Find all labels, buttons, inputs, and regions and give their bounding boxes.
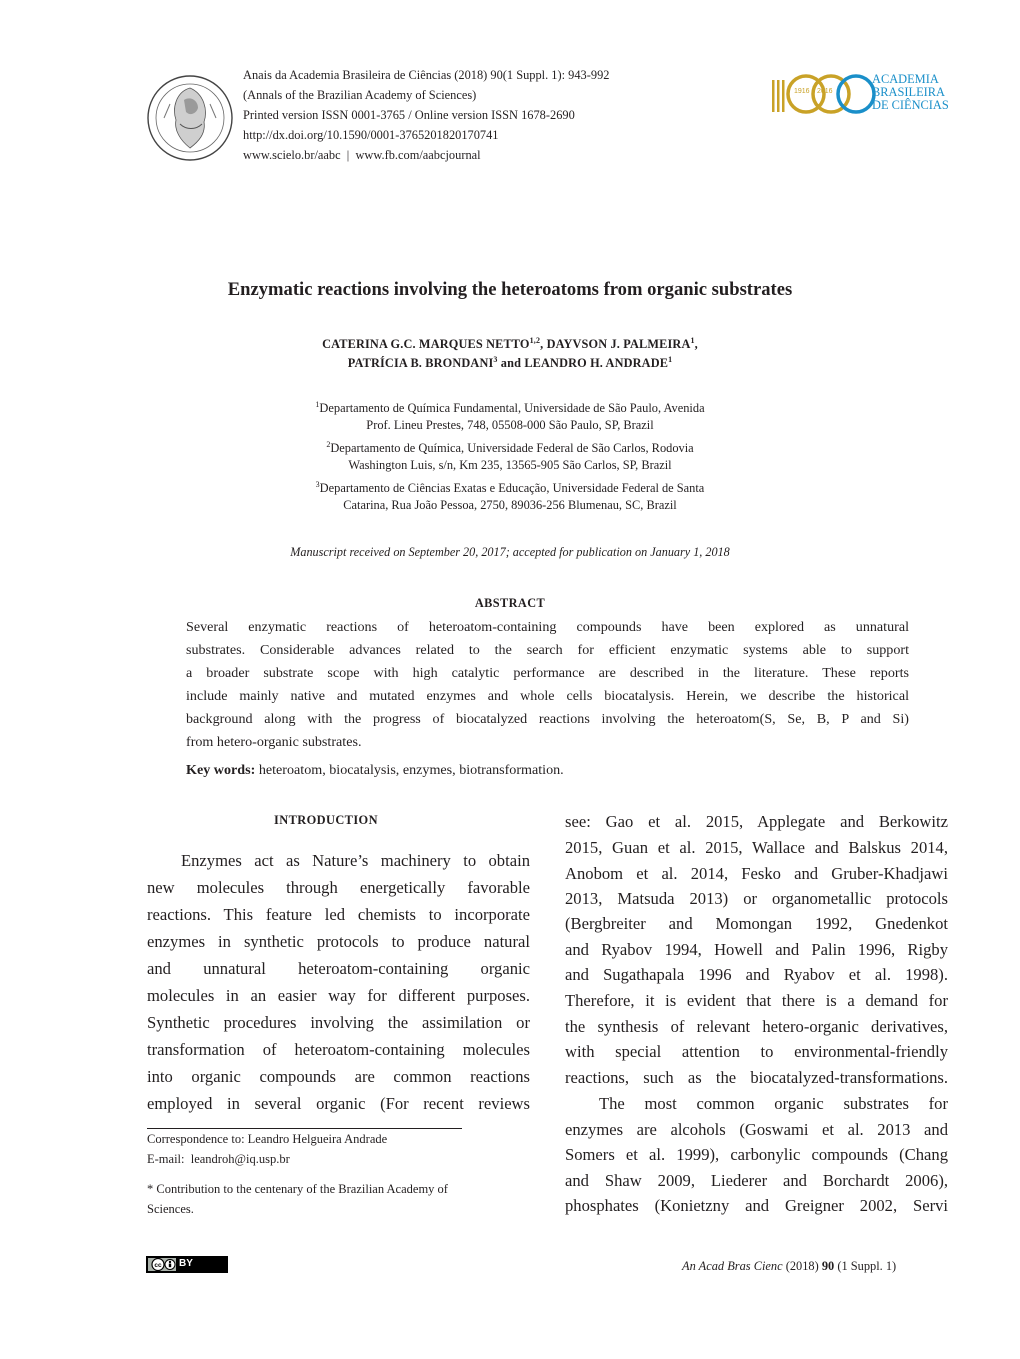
keywords-list: heteroatom, biocatalysis, enzymes, biotransformation. [255,762,564,778]
body-line: employed in several organic (For recent reviews [147,1094,530,1113]
abstract-heading: ABSTRACT [474,596,546,610]
abstract-line: a broader substrate scope with high catalytic performance are described in the literature. These reports [186,665,909,681]
affiliation-text: Departamento de Ciências Exatas e Educação, Universidade Federal de Santa [319,481,705,496]
svg-text:cc: cc [154,1262,162,1269]
affiliation-line [0,455,1020,475]
body-line: transformation of heteroatom-containing molecules [147,1040,530,1059]
abstract-line: include mainly native and mutated enzymes and whole cells biocatalysis. Herein, we describe the historical [186,688,909,704]
affiliation-text: Washington Luis, s/n, Km 235, 13565-905 São Carlos, SP, Brazil [348,458,672,472]
keywords [186,759,909,783]
body-line: The most common organic substrates for [599,1094,948,1113]
journal-citation: Anais da Academia Brasileira de Ciências (2018) 90(1 Suppl. 1): 943-992 [243,68,610,82]
body-line: into organic compounds are common reactions [147,1067,530,1086]
author-affiliation-sup: 1 [668,355,673,364]
footer-journal: An Acad Bras Cienc [682,1259,783,1273]
author-line-1 [0,336,1020,352]
body-line: reactions. This feature led chemists to incorporate [147,905,530,924]
doi-link[interactable]: http://dx.doi.org/10.1590/0001-3765201820170741 [243,128,499,142]
author-affiliation-sup: 1,2 [529,336,541,345]
body-line: the synthesis of relevant hetero-organic derivatives, [565,1017,948,1036]
author-affiliation-sup: 1 [690,336,695,345]
body-line: reactions, such as the biocatalyzed-transformations. [565,1068,948,1087]
body-line: new molecules through energetically favorable [147,878,530,897]
footer-citation [682,1259,896,1274]
footer-suppl: (1 Suppl. 1) [834,1259,897,1273]
logo-text-ciencias: DE CIÊNCIAS [872,98,949,112]
author-name: CATERINA G.C. MARQUES NETTO [322,337,530,352]
body-line: molecules in an easier way for different purposes. [147,986,530,1005]
affiliation-sup: 1 [315,400,320,409]
body-line: enzymes are alcohols (Goswami et al. 2013 and [565,1120,948,1139]
body-line: Somers et al. 1999), carbonylic compounds (Chang [565,1145,948,1164]
footnote-correspondence: Correspondence to: Leandro Helgueira Andrade [147,1132,388,1146]
affiliation-text: Departamento de Química, Universidade Federal de São Carlos, Rodovia [330,441,694,456]
author-separator: and [497,356,525,371]
abstract-line: Several enzymatic reactions of heteroatom-containing compounds have been explored as unnatural [186,619,909,635]
abstract-line: from hetero-organic substrates. [186,734,362,750]
author-separator: , [540,337,547,352]
body-line: and Shaw 2009, Liederer and Borchardt 2006), [565,1171,948,1190]
author-line-2 [0,355,1020,371]
logo-year-start: 1916 [794,88,810,95]
affiliation-text: Prof. Lineu Prestes, 748, 05508-000 São Paulo, SP, Brazil [366,418,654,432]
body-line: with special attention to environmental-friendly [565,1042,948,1061]
footnote-email[interactable]: E-mail: leandroh@iq.usp.br [147,1152,290,1166]
abstract-line: background along with the progress of biocatalyzed reactions involving the heteroatom(S, Se, B, P and Si) [186,711,909,727]
body-line: enzymes in synthetic protocols to produce natural [147,932,530,951]
footnote-contribution: Sciences. [147,1202,194,1216]
journal-english-name: (Annals of the Brazilian Academy of Sciences) [243,88,477,102]
affiliation-line [0,415,1020,435]
body-line: Therefore, it is evident that there is a demand for [565,991,948,1010]
footer-volume: 90 [821,1259,835,1273]
body-line: 2015, Guan et al. 2015, Wallace and Balskus 2014, [565,838,948,857]
logo-text-brasileira: BRASILEIRA [872,85,945,99]
author-name: PATRÍCIA B. BRONDANI [347,356,494,371]
abstract-line: substrates. Considerable advances related to the search for efficient enzymatic systems able to support [186,642,909,658]
article-title: Enzymatic reactions involving the heteroatoms from organic substrates [227,279,793,300]
academy-seal-icon [146,74,234,162]
body-line: see: Gao et al. 2015, Applegate and Berkowitz [565,812,948,831]
keywords-label: Key words: [186,762,256,778]
footnote-contribution: * Contribution to the centenary of the Brazilian Academy of [147,1182,448,1196]
body-line: Anobom et al. 2014, Fesko and Gruber-Khadjawi [565,864,948,883]
abc-centenary-logo [772,72,952,116]
license-label: BY [179,1258,193,1269]
body-line: 2013, Matsuda 2013) or organometallic protocols [565,889,948,908]
affiliation-sup: 3 [315,480,320,489]
affiliation-text: Departamento de Química Fundamental, Universidade de São Paulo, Avenida [319,401,705,416]
body-line: and unnatural heteroatom-containing organic [147,959,530,978]
body-line: Synthetic procedures involving the assimilation or [147,1013,530,1032]
body-line: and Sugathapala 1996 and Ryabov et al. 1998). [565,965,948,984]
body-line: Enzymes act as Nature’s machinery to obtain [181,851,530,870]
issn-line: Printed version ISSN 0001-3765 / Online version ISSN 1678-2690 [243,108,575,122]
body-line: (Bergbreiter and Momongan 1992, Gnedenkot [565,914,948,933]
logo-text-academia: ACADEMIA [872,72,939,86]
manuscript-dates: Manuscript received on September 20, 2017; accepted for publication on January 1, 2018 [290,545,730,559]
section-heading-introduction: INTRODUCTION [274,813,378,827]
logo-year-end: 2016 [817,88,833,95]
journal-links[interactable]: www.scielo.br/aabc | www.fb.com/aabcjournal [243,148,481,162]
cc-by-icon[interactable] [146,1256,228,1273]
affiliation-text: Catarina, Rua João Pessoa, 2750, 89036-256 Blumenau, SC, Brazil [343,498,677,512]
affiliation-line [0,495,1020,515]
footer-year: (2018) [782,1259,822,1273]
affiliation-sup: 2 [326,440,331,449]
author-name: DAYVSON J. PALMEIRA [546,337,691,352]
body-line: and Ryabov 1994, Howell and Palin 1996, Rigby [565,940,948,959]
author-separator: , [694,337,698,352]
body-line: phosphates (Konietzny and Greigner 2002, Servi [565,1196,948,1215]
author-name: LEANDRO H. ANDRADE [524,356,669,371]
author-affiliation-sup: 3 [493,355,498,364]
